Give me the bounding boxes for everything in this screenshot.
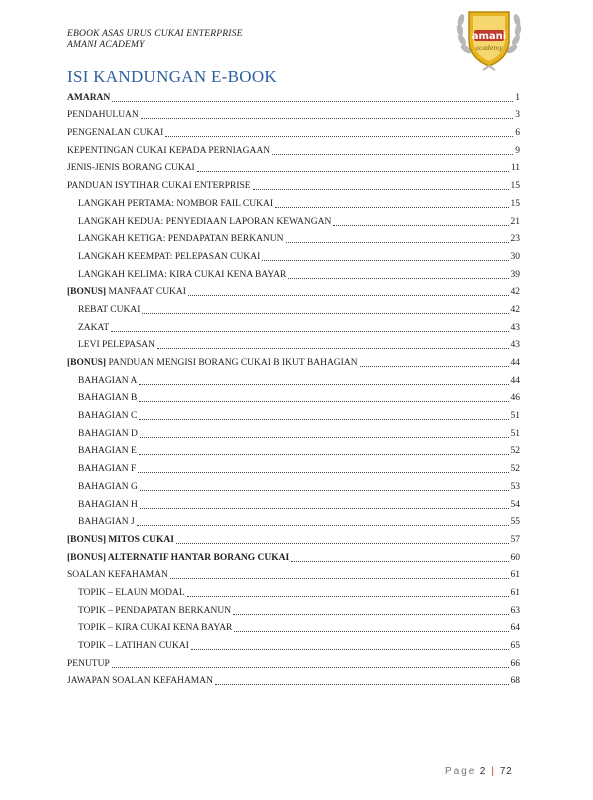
toc-entry-text: LANGKAH KEDUA: PENYEDIAAN LAPORAN KEWANGAN: [78, 216, 332, 227]
toc-entry-text: BAHAGIAN D: [78, 428, 138, 439]
toc-entry-page: 51: [510, 428, 520, 439]
toc-entry[interactable]: [67, 334, 520, 352]
dot-leader: [215, 684, 509, 685]
toc-entry-title: [78, 339, 155, 351]
toc-entry-title: [67, 675, 213, 687]
current-page-number: 2: [479, 766, 486, 777]
dot-leader: [142, 313, 508, 314]
toc-entry-text: LANGKAH PERTAMA: NOMBOR FAIL CUKAI: [78, 198, 274, 209]
toc-entry-title: [78, 445, 137, 457]
toc-entry-title: [67, 109, 139, 121]
toc-entry-page: 43: [510, 340, 520, 351]
toc-entry-title: [67, 552, 289, 564]
toc-entry-title: [78, 499, 138, 511]
toc-entry-title: [78, 198, 273, 210]
dot-leader: [165, 136, 513, 137]
toc-entry-title: [67, 162, 195, 174]
toc-entry-text: KEPENTINGAN CUKAI KEPADA PERNIAGAAN: [67, 145, 271, 156]
toc-entry-title: [78, 304, 140, 316]
running-header: [67, 29, 243, 51]
toc-entry-page: 52: [510, 446, 520, 457]
toc-entry-text: MANFAAT CUKAI: [106, 287, 186, 298]
toc-entry-title: [78, 587, 185, 599]
toc-entry[interactable]: [67, 581, 520, 599]
toc-entry-text: TOPIK – KIRA CUKAI KENA BAYAR: [78, 623, 233, 634]
toc-entry-title: [67, 357, 358, 369]
toc-entry-text: TOPIK – PENDAPATAN BERKANUN: [78, 605, 232, 616]
dot-leader: [253, 189, 509, 190]
toc-heading: ISI KANDUNGAN E-BOOK: [67, 67, 277, 86]
dot-leader: [288, 278, 508, 279]
toc-entry[interactable]: [67, 351, 520, 369]
toc-entry-page: 68: [510, 676, 520, 687]
toc-entry[interactable]: [67, 599, 520, 617]
toc-entry-text: AMARAN: [67, 92, 111, 103]
toc-entry-title: [78, 216, 331, 228]
toc-entry[interactable]: [67, 652, 520, 670]
toc-entry-page: 30: [510, 251, 520, 262]
table-of-contents: [67, 86, 520, 687]
toc-entry-title: [78, 605, 231, 617]
toc-entry-title: [78, 375, 137, 387]
toc-entry-text: LANGKAH KETIGA: PENDAPATAN BERKANUN: [78, 234, 284, 245]
toc-entry-prefix: [BONUS]: [67, 358, 107, 368]
toc-entry-title: [67, 286, 186, 298]
toc-entry-title: [78, 269, 286, 281]
toc-entry-page: 39: [510, 269, 520, 280]
toc-entry-prefix: [BONUS]: [67, 287, 107, 298]
toc-entry-text: [BONUS] MITOS CUKAI: [67, 534, 174, 545]
toc-entry-page: 9: [515, 145, 520, 156]
toc-entry[interactable]: [67, 263, 520, 281]
dot-leader: [157, 348, 509, 349]
toc-entry-text: LANGKAH KELIMA: KIRA CUKAI KENA BAYAR: [78, 269, 287, 280]
amani-academy-logo: [452, 6, 526, 72]
dot-leader: [333, 225, 508, 226]
toc-entry[interactable]: [67, 670, 520, 688]
toc-entry[interactable]: [67, 104, 520, 122]
toc-entry-page: 60: [510, 552, 520, 563]
toc-entry-page: 44: [510, 358, 520, 368]
logo-subtext: academy: [475, 45, 503, 52]
toc-entry-title: [67, 145, 270, 157]
toc-entry-page: 46: [510, 393, 520, 404]
toc-entry[interactable]: [67, 298, 520, 316]
toc-entry-title: [78, 251, 260, 263]
toc-entry-title: [67, 569, 168, 581]
dot-leader: [138, 472, 508, 473]
dot-leader: [137, 525, 509, 526]
dot-leader: [139, 384, 508, 385]
toc-entry[interactable]: [67, 617, 520, 635]
toc-entry[interactable]: [67, 511, 520, 529]
toc-entry-title: [78, 640, 189, 652]
toc-entry-page: 61: [510, 570, 520, 581]
toc-entry-page: 42: [510, 304, 520, 315]
toc-entry-text: JAWAPAN SOALAN KEFAHAMAN: [67, 676, 213, 687]
dot-leader: [233, 614, 508, 615]
toc-entry-text: PENGENALAN CUKAI: [67, 128, 164, 139]
toc-entry-title: [67, 534, 174, 546]
toc-entry[interactable]: [67, 634, 520, 652]
dot-leader: [191, 649, 509, 650]
toc-entry-text: BAHAGIAN G: [78, 481, 138, 492]
toc-entry[interactable]: [67, 228, 520, 246]
dot-leader: [275, 207, 508, 208]
toc-entry[interactable]: [67, 387, 520, 405]
toc-entry-title: [78, 622, 232, 634]
toc-entry-page: 64: [510, 623, 520, 634]
toc-entry-title: [67, 92, 110, 104]
dot-leader: [234, 631, 508, 632]
toc-entry-page: 11: [510, 163, 520, 174]
toc-entry-title: [67, 180, 251, 192]
toc-entry[interactable]: [67, 281, 520, 299]
toc-entry-title: [78, 481, 138, 493]
toc-entry-title: [78, 410, 137, 422]
header-book-title: EBOOK ASAS URUS CUKAI ENTERPRISE: [67, 29, 243, 39]
dot-leader: [176, 543, 509, 544]
toc-entry[interactable]: [67, 139, 520, 157]
toc-entry-text: BAHAGIAN A: [78, 375, 138, 386]
toc-entry-text: BAHAGIAN F: [78, 464, 137, 475]
toc-entry-page: 55: [510, 517, 520, 528]
toc-entry[interactable]: [67, 174, 520, 192]
toc-entry-page: 15: [510, 181, 520, 192]
toc-entry-title: [67, 127, 163, 139]
dot-leader: [139, 419, 508, 420]
toc-entry-page: 61: [510, 587, 520, 598]
toc-entry-text: BAHAGIAN E: [78, 446, 137, 457]
toc-entry-page: 42: [510, 287, 520, 298]
dot-leader: [272, 154, 513, 155]
toc-entry[interactable]: [67, 457, 520, 475]
toc-entry-text: BAHAGIAN H: [78, 499, 138, 510]
toc-entry-page: 6: [515, 128, 520, 139]
page-footer: [445, 766, 512, 777]
toc-entry-title: [78, 392, 137, 404]
dot-leader: [360, 366, 509, 367]
dot-leader: [188, 295, 509, 296]
logo-wordmark: amani: [471, 31, 507, 42]
toc-entry-page: 63: [510, 605, 520, 616]
dot-leader: [140, 490, 509, 491]
dot-leader: [141, 118, 513, 119]
dot-leader: [140, 508, 509, 509]
dot-leader: [197, 171, 509, 172]
toc-entry-page: 23: [510, 234, 520, 245]
toc-entry[interactable]: [67, 493, 520, 511]
toc-entry[interactable]: [67, 192, 520, 210]
toc-entry-page: 51: [510, 411, 520, 422]
toc-entry[interactable]: [67, 210, 520, 228]
toc-entry-text: ZAKAT: [78, 322, 110, 333]
toc-entry-text: BAHAGIAN C: [78, 411, 138, 422]
dot-leader: [286, 242, 509, 243]
toc-entry-text: REBAT CUKAI: [78, 304, 141, 315]
toc-entry[interactable]: [67, 316, 520, 334]
dot-leader: [262, 260, 508, 261]
toc-entry[interactable]: [67, 369, 520, 387]
toc-entry-text: PENDAHULUAN: [67, 110, 139, 121]
toc-entry-page: 3: [515, 110, 520, 121]
toc-entry-title: [78, 516, 135, 528]
dot-leader: [139, 454, 509, 455]
dot-leader: [139, 401, 508, 402]
toc-entry-title: [78, 233, 284, 245]
total-page-count: 72: [499, 766, 513, 777]
toc-entry-page: 15: [510, 198, 520, 209]
footer-separator: |: [491, 766, 495, 777]
toc-entry[interactable]: [67, 475, 520, 493]
toc-entry-title: [78, 428, 138, 440]
dot-leader: [170, 578, 509, 579]
toc-entry[interactable]: [67, 564, 520, 582]
toc-entry-text: [BONUS] ALTERNATIF HANTAR BORANG CUKAI: [67, 552, 290, 563]
toc-entry-text: PANDUAN MENGISI BORANG CUKAI B IKUT BAHAGIAN: [106, 358, 358, 368]
toc-entry[interactable]: [67, 245, 520, 263]
toc-entry-page: 1: [515, 92, 520, 103]
toc-entry-page: 43: [510, 322, 520, 333]
toc-entry-text: BAHAGIAN B: [78, 393, 138, 404]
toc-entry-text: LANGKAH KEEMPAT: PELEPASAN CUKAI: [78, 251, 261, 262]
toc-entry[interactable]: [67, 422, 520, 440]
toc-entry-text: TOPIK – LATIHAN CUKAI: [78, 641, 189, 651]
toc-entry-page: 44: [510, 375, 520, 386]
toc-entry-text: PANDUAN ISYTIHAR CUKAI ENTERPRISE: [67, 181, 251, 192]
toc-entry-title: [78, 322, 109, 334]
toc-entry[interactable]: [67, 86, 520, 104]
dot-leader: [291, 561, 508, 562]
toc-entry-page: 54: [510, 499, 520, 510]
toc-entry-page: 52: [510, 464, 520, 475]
toc-entry-text: LEVI PELEPASAN: [78, 340, 155, 351]
toc-entry-page: 65: [510, 641, 520, 651]
dot-leader: [112, 101, 513, 102]
toc-entry[interactable]: [67, 404, 520, 422]
toc-entry-page: 53: [510, 481, 520, 492]
toc-entry-page: 21: [510, 216, 520, 227]
toc-entry-text: TOPIK – ELAUN MODAL: [78, 587, 185, 598]
dot-leader: [187, 596, 509, 597]
dot-leader: [140, 437, 509, 438]
toc-entry-page: 57: [510, 534, 520, 545]
toc-entry[interactable]: [67, 528, 520, 546]
toc-entry-title: [67, 658, 110, 670]
header-publisher: AMANI ACADEMY: [67, 40, 145, 50]
toc-entry-text: JENIS-JENIS BORANG CUKAI: [67, 163, 195, 174]
toc-entry[interactable]: [67, 546, 520, 564]
toc-entry-text: BAHAGIAN J: [78, 517, 135, 528]
toc-entry-title: [78, 463, 136, 475]
toc-entry[interactable]: [67, 121, 520, 139]
page-label: Page: [445, 766, 477, 777]
dot-leader: [111, 331, 508, 332]
toc-entry[interactable]: [67, 157, 520, 175]
toc-entry-text: PENUTUP: [67, 658, 110, 669]
toc-entry-text: SOALAN KEFAHAMAN: [67, 570, 168, 581]
dot-leader: [112, 667, 509, 668]
toc-entry-page: 66: [510, 658, 520, 669]
toc-entry[interactable]: [67, 440, 520, 458]
